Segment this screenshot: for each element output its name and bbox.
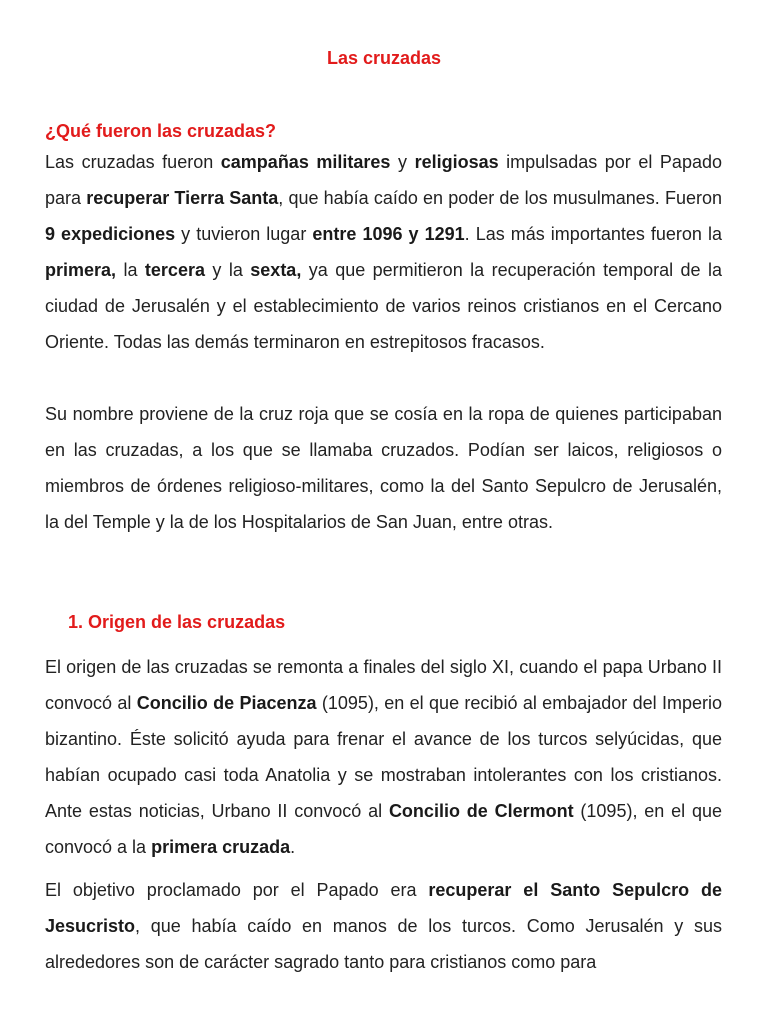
text-run: (1095), en el que recibió al embajador del Imperio bizantino. Éste solicitó ayuda para frenar el avance de los turcos selyúcidas, que habían ocupado casi toda Anatolia y se mostraban intolerantes con los cristianos. Ante estas noticias, Urbano II convocó al [45,692,722,821]
text-run: (1095), en el que convocó a la [45,800,722,857]
text-run: la [116,259,145,280]
text-run: impulsadas por el Papado para [45,152,722,208]
bold-text-run: recuperar el Santo Sepulcro de Jesucristo [45,880,722,936]
bold-text-run: tercera [144,259,205,280]
paragraph-objective [45,873,722,981]
document-title: Las cruzadas [326,48,442,68]
text-run: y tuvieron lugar [175,223,313,244]
text-run: El origen de las cruzadas se remonta a finales del siglo XI, cuando el papa Urbano II convocó al [45,657,722,713]
paragraph-intro [45,145,722,360]
bold-text-run: Concilio de Piacenza [136,692,317,713]
bold-text-run: entre 1096 y 1291 [312,223,465,244]
text-run: , que había caído en poder de los musulmanes. Fueron [278,187,722,208]
section-heading-origin: 1. Origen de las cruzadas [68,612,286,632]
text-run: Su nombre proviene de la cruz roja que se cosía en la ropa de quienes participaban en las cruzadas, a los que se llamaba cruzados. Podían ser laicos, religiosos o miembros de órdenes religioso-militares, como la del Santo Sepulcro de Jerusalén, la del Temple y la de los Hospitalarios de San Juan, entre otras. [45,404,722,532]
text-run: . Las más importantes fueron la [464,223,722,244]
text-run: , que había caído en manos de los turcos. Como Jerusalén y sus alrededores son de carácter sagrado tanto para cristianos como para [45,915,722,972]
text-run: . [290,836,296,857]
bold-text-run: religiosas [414,152,499,172]
bold-text-run: sexta, [250,259,302,280]
bold-text-run: Concilio de Clermont [388,800,574,821]
text-run: ya que permitieron la recuperación temporal de la ciudad de Jerusalén y el establecimiento de varios reinos cristianos en el Cercano Oriente. Todas las demás terminaron en estrepitosos fracasos. [45,259,722,352]
bold-text-run: primera cruzada [151,836,291,857]
bold-text-run: primera, [45,259,117,280]
paragraph-origin [45,650,722,865]
question-heading: ¿Qué fueron las cruzadas? [45,121,277,141]
text-run: El objetivo proclamado por el Papado era [45,880,429,900]
text-run: y [390,152,415,172]
bold-text-run: campañas militares [220,152,391,172]
text-run: y la [204,259,251,280]
paragraph-name-origin [45,397,722,541]
text-run: Las cruzadas fueron [45,152,221,172]
bold-text-run: 9 expediciones [45,223,176,244]
bold-text-run: recuperar Tierra Santa [86,187,279,208]
